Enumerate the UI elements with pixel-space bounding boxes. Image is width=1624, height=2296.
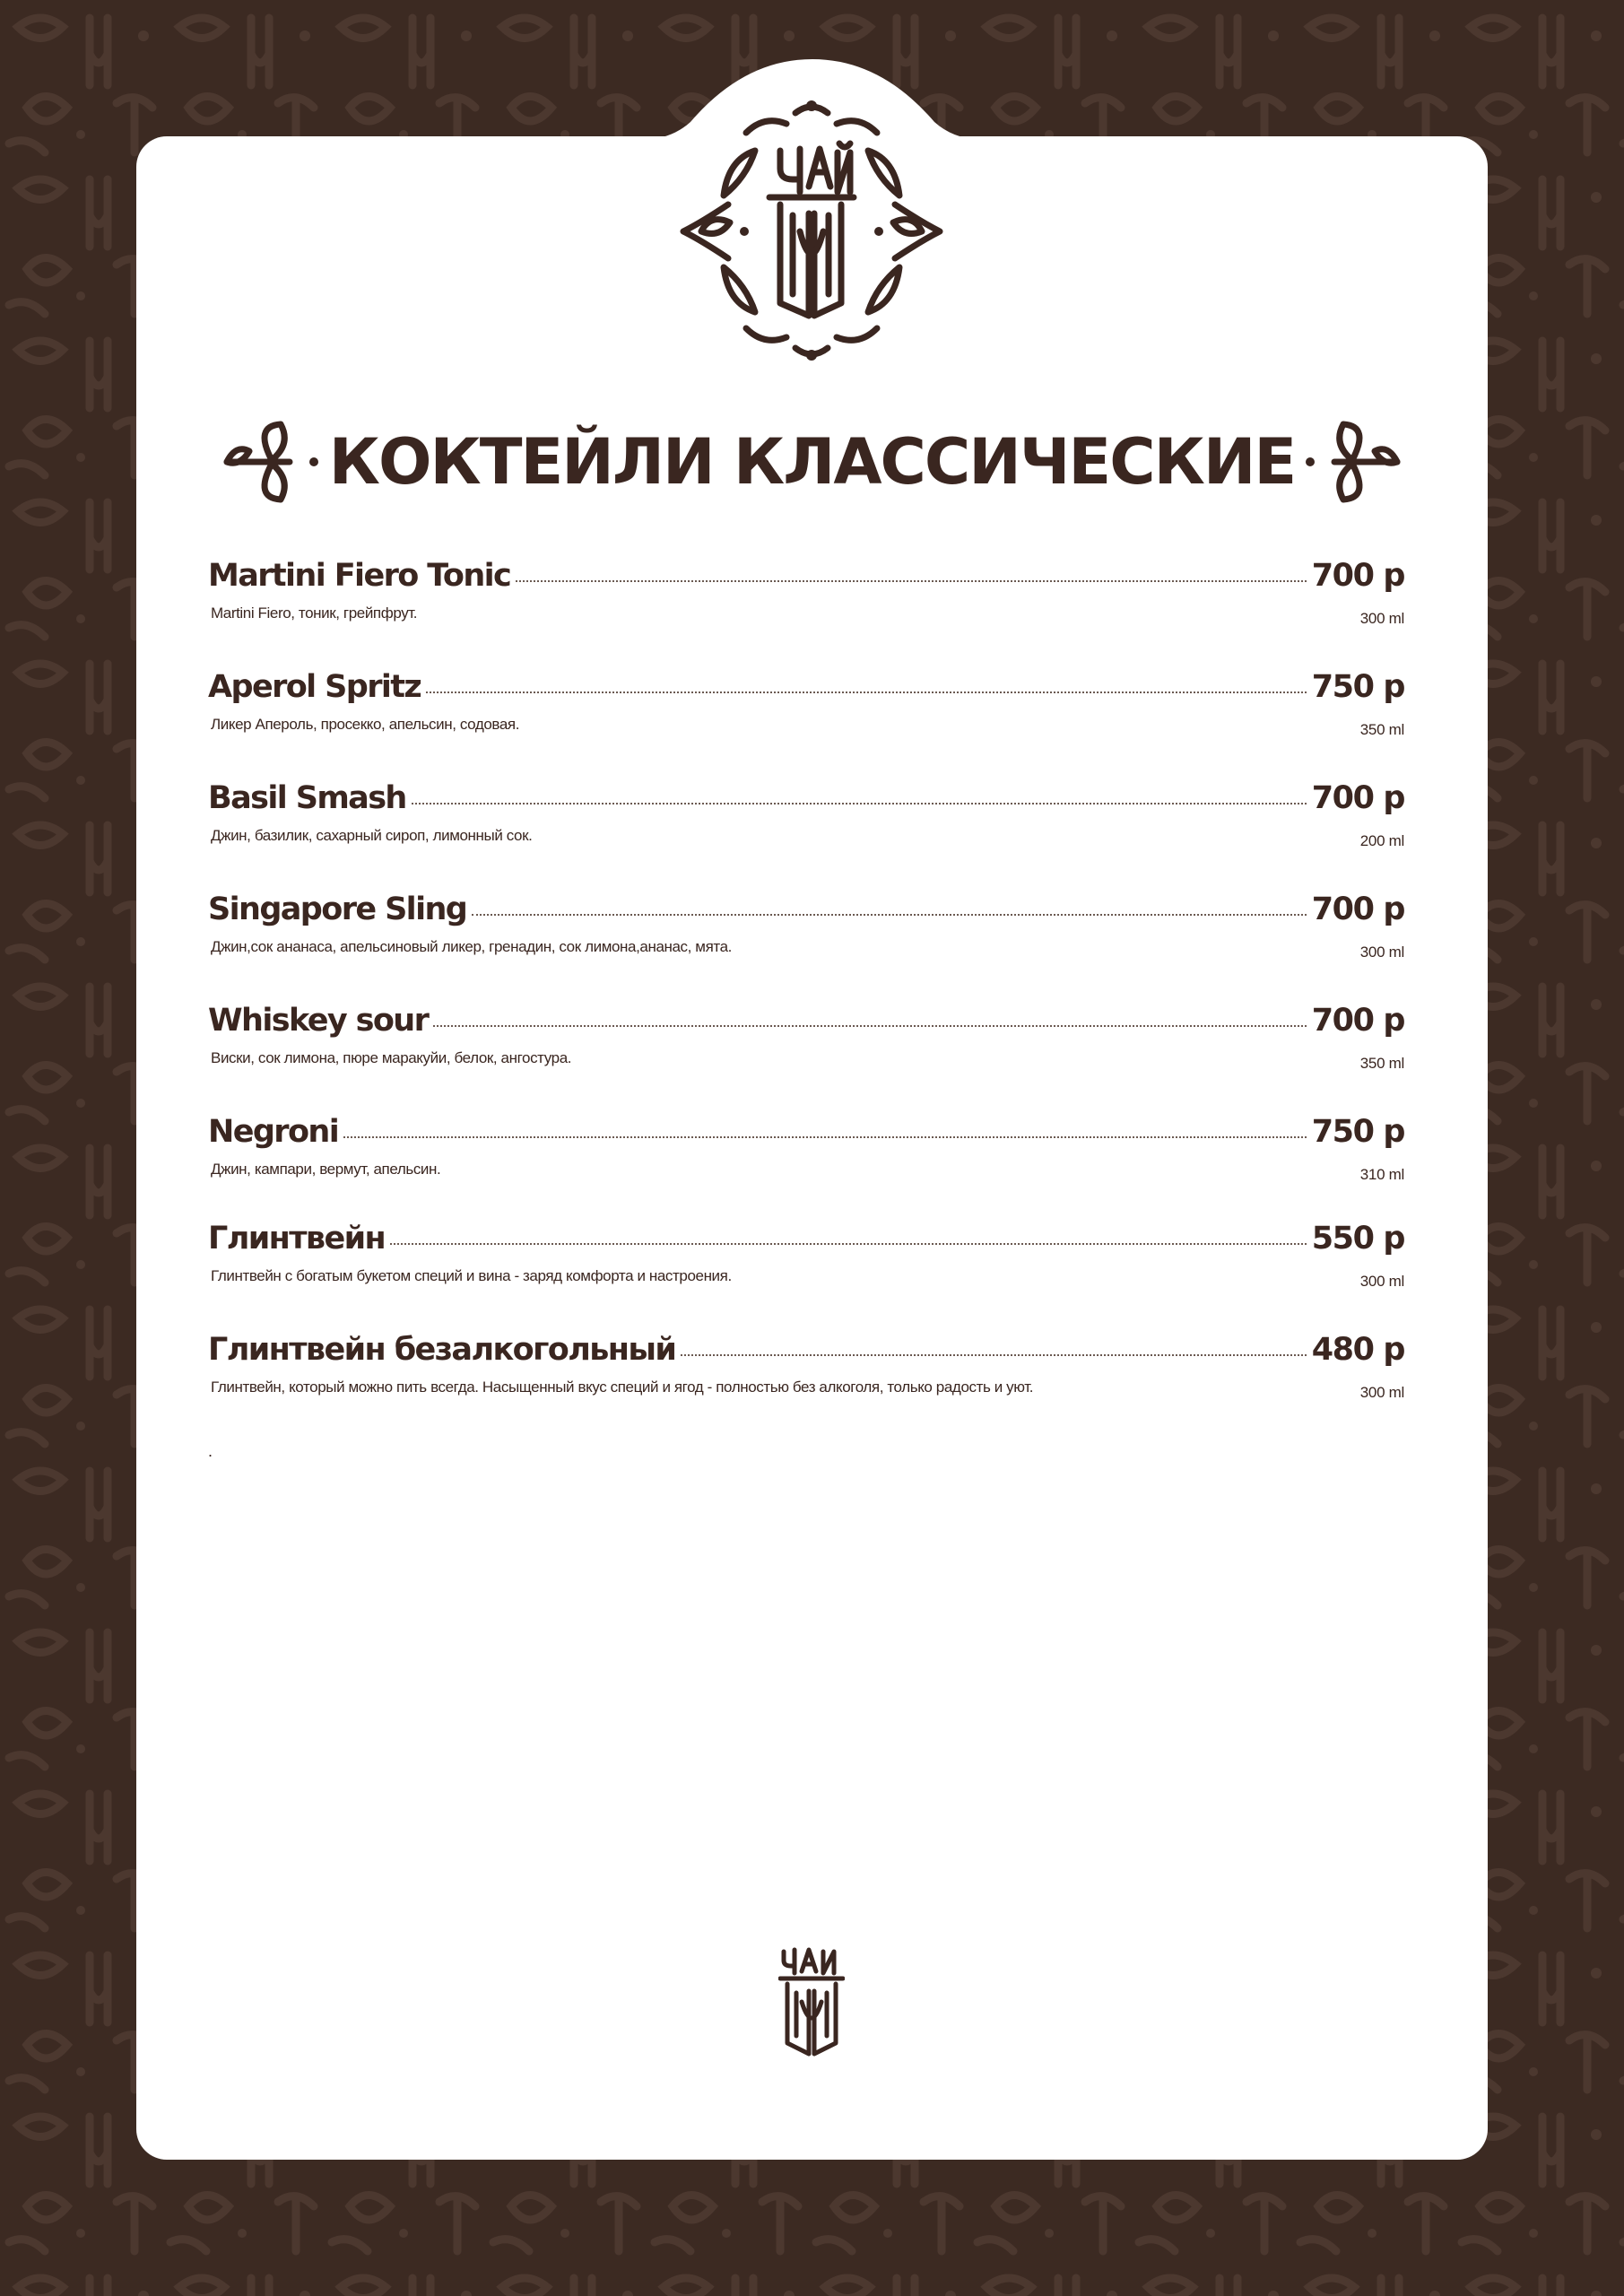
right-ornament-icon — [1325, 417, 1406, 507]
item-price: 750 р — [1311, 1114, 1404, 1150]
item-volume: 310 ml — [1359, 1166, 1404, 1183]
section-heading — [260, 408, 1364, 516]
item-price: 550 р — [1311, 1221, 1404, 1257]
dotted-leader — [516, 579, 1306, 582]
item-name: Basil Smash — [208, 780, 406, 816]
menu-item — [208, 1221, 1404, 1294]
menu-item — [208, 891, 1404, 965]
item-name: Глинтвейн безалкогольный — [208, 1332, 676, 1368]
chai-emblem-icon — [674, 97, 949, 364]
dotted-leader — [390, 1242, 1307, 1245]
dotted-leader — [681, 1353, 1306, 1356]
item-price: 750 р — [1311, 669, 1404, 705]
trailing-mark: . — [208, 1442, 213, 1460]
item-name: Singapore Sling — [208, 891, 467, 927]
item-name: Aperol Spritz — [208, 669, 421, 705]
dotted-leader — [472, 913, 1306, 916]
item-price: 700 р — [1311, 558, 1404, 594]
item-volume: 300 ml — [1359, 1384, 1404, 1401]
menu-item — [208, 558, 1404, 631]
heading-dot — [309, 457, 318, 466]
item-description: Martini Fiero, тоник, грейпфрут. — [211, 604, 418, 622]
item-price: 700 р — [1311, 780, 1404, 816]
item-name: Negroni — [208, 1114, 339, 1150]
dotted-leader — [412, 802, 1307, 804]
item-name: Martini Fiero Tonic — [208, 558, 511, 594]
dotted-leader — [343, 1135, 1307, 1138]
item-price: 700 р — [1311, 891, 1404, 927]
dotted-leader — [433, 1024, 1306, 1027]
item-name: Whiskey sour — [208, 1003, 429, 1039]
item-volume: 350 ml — [1359, 721, 1404, 738]
item-volume: 300 ml — [1359, 1273, 1404, 1290]
menu-item — [208, 1003, 1404, 1076]
dotted-leader — [426, 691, 1306, 693]
heading-dot — [1306, 457, 1315, 466]
chai-small-logo-icon — [778, 1946, 845, 2059]
item-description: Глинтвейн, который можно пить всегда. Насыщенный вкус специй и ягод - полностью без алкоголя, только радость и уют. — [211, 1378, 1034, 1396]
item-name: Глинтвейн — [208, 1221, 386, 1257]
item-description: Джин,сок ананаса, апельсиновый ликер, гренадин, сок лимона,ананас, мята. — [211, 938, 732, 955]
item-description: Глинтвейн с богатым букетом специй и вина - заряд комфорта и настроения. — [211, 1267, 732, 1284]
menu-item — [208, 1114, 1404, 1187]
menu-item — [208, 669, 1404, 743]
item-volume: 300 ml — [1359, 610, 1404, 627]
item-description: Джин, базилик, сахарный сироп, лимонный сок. — [211, 827, 533, 844]
item-price: 700 р — [1311, 1003, 1404, 1039]
item-description: Ликер Апероль, просекко, апельсин, содовая. — [211, 716, 520, 733]
left-ornament-icon — [218, 417, 299, 507]
menu-item — [208, 1332, 1404, 1405]
item-volume: 300 ml — [1359, 944, 1404, 961]
menu-list — [208, 558, 1404, 1405]
item-volume: 200 ml — [1359, 832, 1404, 849]
item-volume: 350 ml — [1359, 1055, 1404, 1072]
item-description: Виски, сок лимона, пюре маракуйи, белок, ангостура. — [211, 1049, 572, 1066]
menu-item — [208, 780, 1404, 854]
item-description: Джин, кампари, вермут, апельсин. — [211, 1161, 441, 1178]
item-price: 480 р — [1311, 1332, 1404, 1368]
page-title: КОКТЕЙЛИ КЛАССИЧЕСКИЕ — [328, 425, 1296, 499]
